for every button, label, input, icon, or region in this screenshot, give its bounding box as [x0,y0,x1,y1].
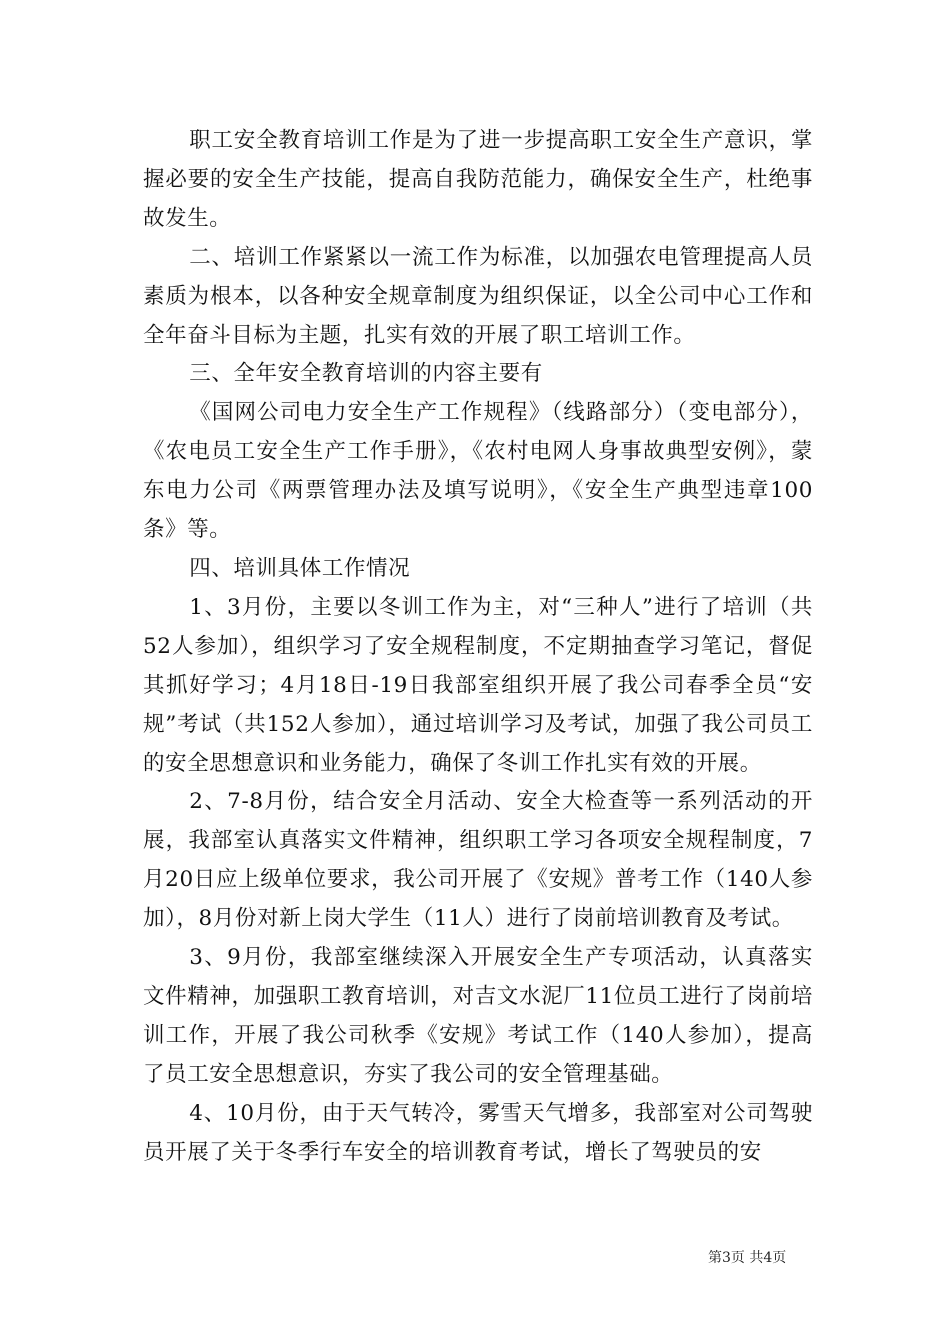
document-body [143,122,813,1172]
paragraph-section-3-heading: 三、全年安全教育培训的内容主要有 [189,361,543,387]
page-number-footer: 第3页 共4页 [708,1250,787,1266]
paragraph-item-1: 1、3月份，主要以冬训工作为主，对“三种人”进行了培训（共52人参加），组织学习了安全规程制度，不定期抽查学习笔记，督促其抓好学习；4月18日-19日我部室组织开展了我公司春季全员“安规”考试（共152人参加），通过培训学习及考试，加强了我公司员工的安全思想意识和业务能力，确保了冬训工作扎实有效的开展。 [143,594,813,776]
paragraph-item-3: 3、9月份，我部室继续深入开展安全生产专项活动，认真落实文件精神，加强职工教育培训，对吉文水泥厂11位员工进行了岗前培训工作，开展了我公司秋季《安规》考试工作（140人参加），提高了员工安全思想意识，夯实了我公司的安全管理基础。 [143,945,813,1087]
paragraph-item-2: 2、7-8月份，结合安全月活动、安全大检查等一系列活动的开展，我部室认真落实文件精神，组织职工学习各项安全规程制度，7月20日应上级单位要求，我公司开展了《安规》普考工作（140人参加），8月份对新上岗大学生（11人）进行了岗前培训教育及考试。 [143,789,813,932]
paragraph-training-materials: 《国网公司电力安全生产工作规程》（线路部分）（变电部分），《农电员工安全生产工作手册》，《农村电网人身事故典型安例》，蒙东电力公司《两票管理办法及填写说明》，《安全生产典型违章100条》等。 [143,400,813,543]
paragraph-intro: 职工安全教育培训工作是为了进一步提高职工安全生产意识，掌握必要的安全生产技能，提高自我防范能力，确保安全生产，杜绝事故发生。 [143,128,813,231]
paragraph-item-4: 4、10月份，由于天气转冷，雾雪天气增多，我部室对公司驾驶员开展了关于冬季行车安全的培训教育考试，增长了驾驶员的安 [143,1100,813,1165]
paragraph-section-2: 二、培训工作紧紧以一流工作为标准，以加强农电管理提高人员素质为根本，以各种安全规章制度为组织保证，以全公司中心工作和全年奋斗目标为主题，扎实有效的开展了职工培训工作。 [143,244,813,348]
paragraph-section-4-heading: 四、培训具体工作情况 [189,555,411,581]
